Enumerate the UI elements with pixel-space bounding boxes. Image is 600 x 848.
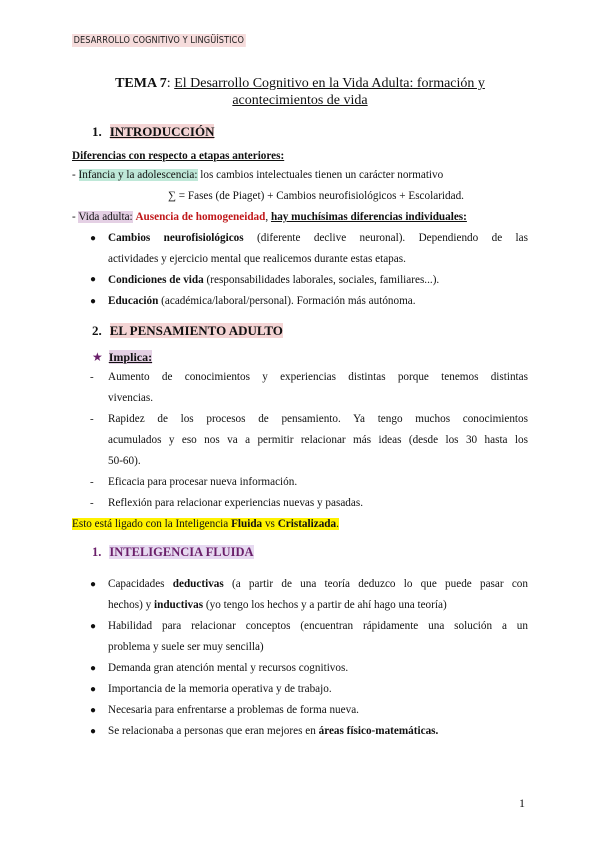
fluida-b1-deductivas: deductivas bbox=[172, 578, 224, 590]
fluida-b1-inductivas: inductivas bbox=[153, 599, 204, 611]
implica-item-3: Eficacia para procesar nueva información. bbox=[108, 476, 298, 488]
bullet-condiciones-text: (responsabilidades laborales, sociales, familiares...). bbox=[203, 274, 440, 286]
ligado-dot: . bbox=[336, 518, 339, 530]
fluida-b2-l1: Habilidad para relacionar conceptos (encuentran rápidamente una solución a un bbox=[108, 620, 528, 632]
star-icon: ★ bbox=[92, 350, 103, 364]
implica-item-2-l3: 50-60). bbox=[108, 455, 141, 467]
adulta-line bbox=[72, 210, 467, 224]
title-line1: El Desarrollo Cognitivo en la Vida Adulta: formación y bbox=[174, 76, 485, 91]
bullet-neuro-l1: (diferente declive neuronal). Dependiendo de las bbox=[243, 232, 528, 244]
implica-item-4: Reflexión para relacionar experiencias nuevas y pasadas. bbox=[108, 497, 364, 509]
bullet-dot-icon: ● bbox=[90, 233, 97, 244]
implica-line bbox=[92, 350, 152, 364]
fluida-bullet-3: Demanda gran atención mental y recursos cognitivos. bbox=[108, 662, 349, 674]
differences-title-text: Diferencias con respecto a etapas anteriores: bbox=[72, 150, 285, 162]
fluida-b1-d: hechos) y bbox=[108, 599, 154, 611]
implica-item-2-l2: acumulados y eso nos va a permitir relacionar más ideas (desde los 30 hasta los bbox=[108, 434, 528, 446]
ligado-vs: vs bbox=[262, 518, 278, 530]
infancia-line bbox=[72, 168, 443, 182]
bullet-educacion-bold: Educación bbox=[108, 295, 159, 307]
adulta-comma: , bbox=[265, 211, 271, 223]
infancia-dash: - bbox=[72, 169, 79, 181]
bullet-dot-icon: ● bbox=[90, 684, 97, 695]
fluida-bullet-2 bbox=[108, 616, 528, 658]
bullet-neuro-bold: Cambios neurofisiológicos bbox=[108, 232, 244, 244]
fluida-b1-a: Capacidades bbox=[108, 578, 173, 590]
title-sep: : bbox=[166, 76, 175, 91]
fluida-b6-text: Se relacionaba a personas que eran mejores en bbox=[108, 725, 319, 737]
bullet-dot-icon: ● bbox=[90, 705, 97, 716]
page-title bbox=[72, 75, 528, 109]
implica-item-2-l1: Rapidez de los procesos de pensamiento. Ya tengo muchos conocimientos bbox=[108, 413, 528, 425]
implica-item-2 bbox=[108, 409, 528, 472]
adulta-red-text: Ausencia de homogeneidad bbox=[135, 211, 266, 223]
infancia-label: Infancia y la adolescencia: bbox=[78, 169, 198, 181]
differences-title bbox=[72, 149, 284, 163]
fluida-b6-bold: áreas físico-matemáticas. bbox=[318, 725, 439, 737]
section-1-number: 1. bbox=[92, 124, 102, 139]
dash-icon: - bbox=[90, 476, 94, 488]
ligado-line bbox=[72, 517, 339, 531]
section-fluida-heading bbox=[92, 545, 254, 560]
ligado-text: Esto está ligado con la Inteligencia bbox=[72, 518, 232, 530]
running-header: DESARROLLO COGNITIVO Y LINGÜÍSTICO bbox=[73, 35, 245, 46]
implica-label: Implica: bbox=[108, 350, 153, 364]
implica-item-1-l2: vivencias. bbox=[108, 392, 154, 404]
dash-icon: - bbox=[90, 413, 94, 425]
bullet-educacion-text: (académica/laboral/personal). Formación más autónoma. bbox=[158, 295, 416, 307]
fluida-b1-f: (yo tengo los hechos y a partir de ahí hago una teoría) bbox=[203, 599, 447, 611]
fluida-b2-l2: problema y suele ser muy sencilla) bbox=[108, 641, 264, 653]
bullet-condiciones bbox=[108, 273, 439, 287]
fluida-b1-c: (a partir de una teoría deduzco lo que puede pasar con bbox=[223, 578, 528, 590]
bullet-dot-icon: ● bbox=[90, 621, 97, 632]
bullet-neuro bbox=[108, 228, 528, 270]
bullet-condiciones-bold: Condiciones de vida bbox=[108, 274, 204, 286]
section-2-title: EL PENSAMIENTO ADULTO bbox=[109, 323, 283, 338]
section-fluida-number: 1. bbox=[92, 545, 102, 559]
section-fluida-title: INTELIGENCIA FLUIDA bbox=[109, 545, 254, 559]
page-number: 1 bbox=[519, 796, 525, 810]
bullet-dot-icon: ● bbox=[90, 663, 97, 674]
fluida-bullet-6 bbox=[108, 724, 438, 738]
implica-item-1 bbox=[108, 367, 528, 409]
bullet-dot-icon: ● bbox=[90, 579, 97, 590]
bullet-dot-icon: ● bbox=[90, 296, 97, 307]
bullet-neuro-l2: actividades y ejercicio mental que realicemos durante estas etapas. bbox=[108, 253, 406, 265]
section-2-number: 2. bbox=[92, 323, 102, 338]
bullet-dot-icon: ● bbox=[90, 726, 97, 737]
ligado-cristalizada: Cristalizada bbox=[277, 518, 337, 530]
dash-icon: - bbox=[90, 497, 94, 509]
adulta-dash: - bbox=[72, 211, 79, 223]
section-1-heading bbox=[92, 124, 214, 140]
title-tema: TEMA 7 bbox=[115, 76, 167, 91]
ligado-fluida: Fluida bbox=[231, 518, 263, 530]
implica-item-1-l1: Aumento de conocimientos y experiencias distintas porque tenemos distintas bbox=[108, 371, 528, 383]
dash-icon: - bbox=[90, 371, 94, 383]
title-line2: acontecimientos de vida bbox=[232, 93, 368, 108]
formula-line: ∑ = Fases (de Piaget) + Cambios neurofisiológicos + Escolaridad. bbox=[168, 190, 464, 202]
infancia-text: los cambios intelectuales tienen un carácter normativo bbox=[197, 169, 444, 181]
bullet-educacion bbox=[108, 294, 416, 308]
adulta-label: Vida adulta: bbox=[78, 211, 133, 223]
bullet-dot-icon: ● bbox=[90, 274, 97, 285]
fluida-bullet-5: Necesaria para enfrentarse a problemas de forma nueva. bbox=[108, 704, 359, 716]
fluida-bullet-1 bbox=[108, 574, 528, 616]
fluida-bullet-4: Importancia de la memoria operativa y de trabajo. bbox=[108, 683, 332, 695]
section-2-heading bbox=[92, 323, 283, 339]
section-1-title: INTRODUCCIÓN bbox=[109, 124, 215, 139]
adulta-bold-text: hay muchísimas diferencias individuales: bbox=[270, 211, 467, 223]
